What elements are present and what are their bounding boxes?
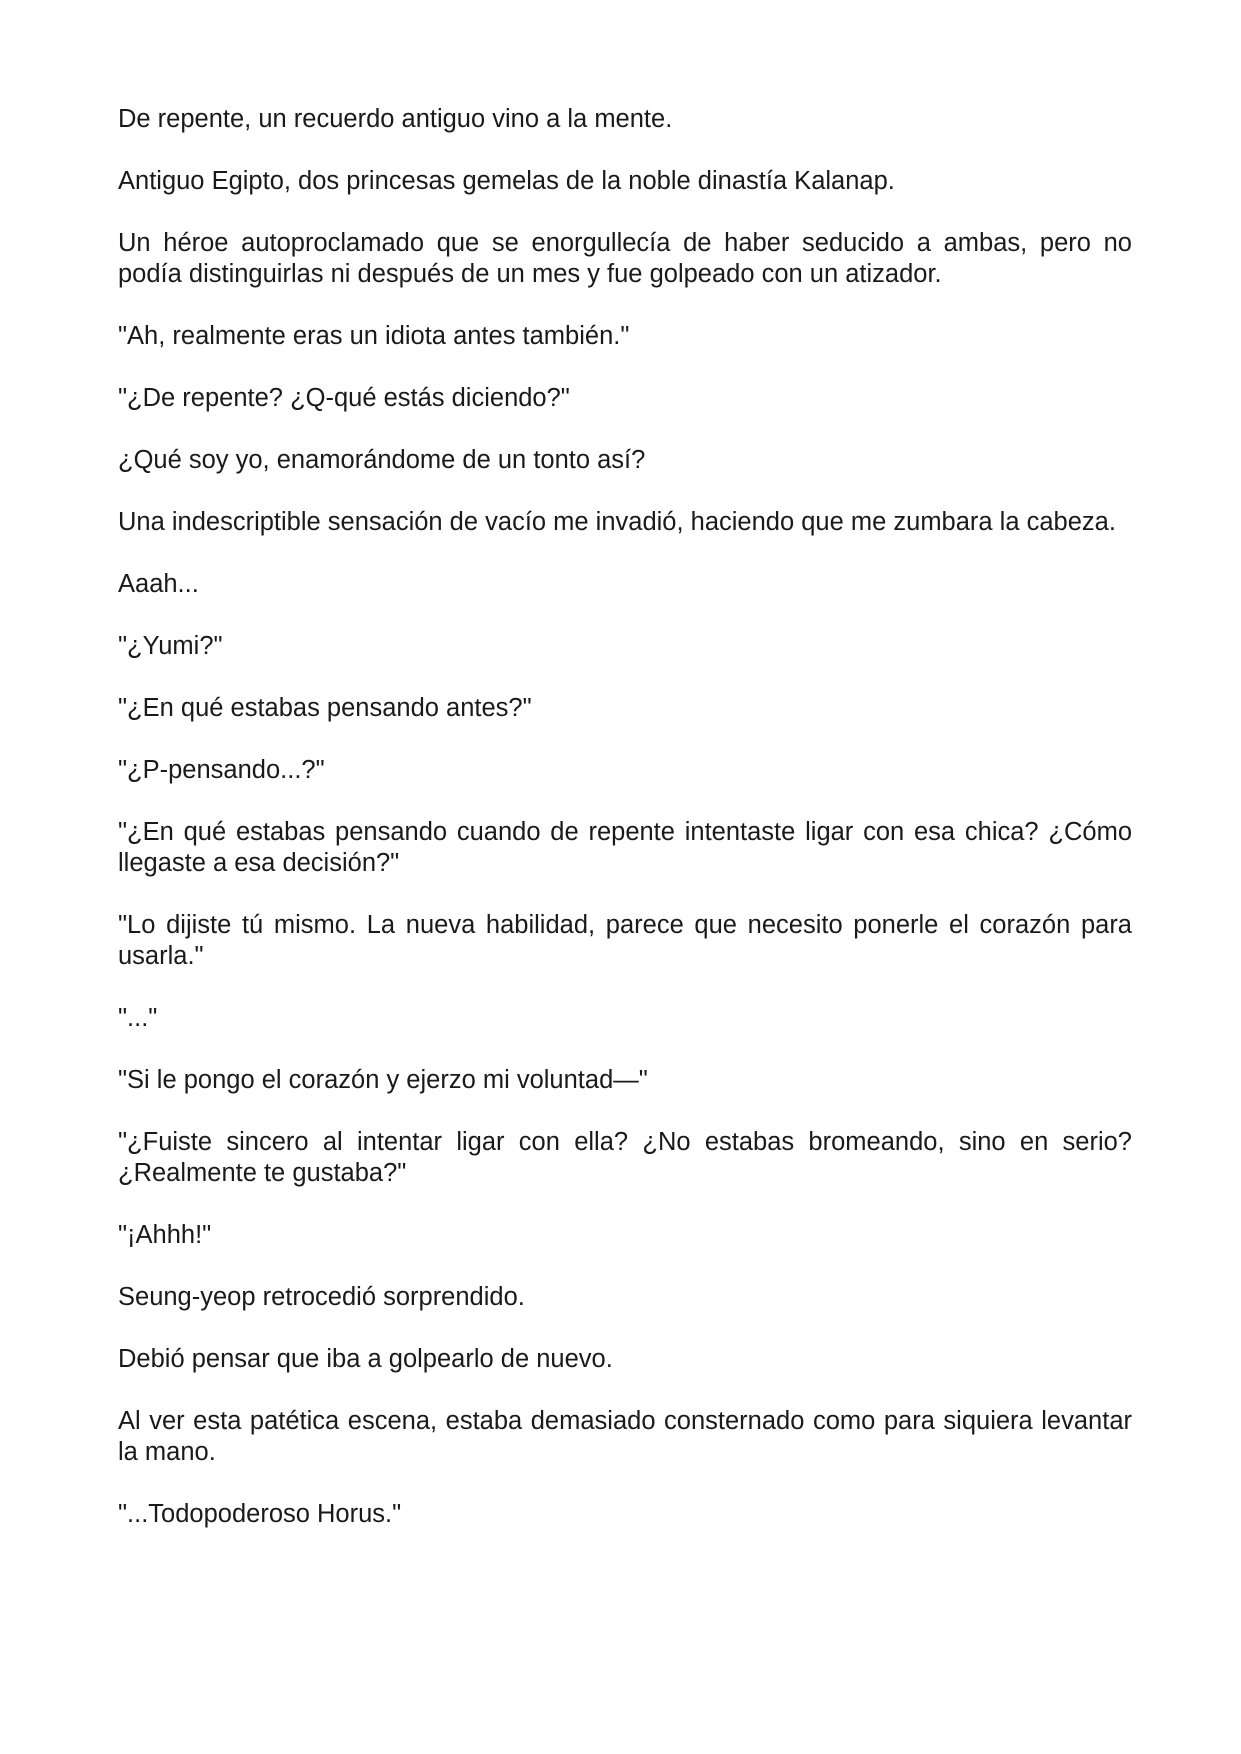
paragraph: ¿Qué soy yo, enamorándome de un tonto así?: [118, 446, 646, 474]
paragraph: De repente, un recuerdo antiguo vino a la mente.: [118, 105, 673, 133]
paragraph: Al ver esta patética escena, estaba demasiado consternado como para siquiera levantar la mano.: [118, 1407, 1132, 1466]
paragraph: "¡Ahhh!": [118, 1221, 212, 1249]
paragraph: "¿De repente? ¿Q-qué estás diciendo?": [118, 384, 570, 412]
paragraph: Una indescriptible sensación de vacío me invadió, haciendo que me zumbara la cabeza.: [118, 508, 1116, 536]
document-page: [118, 104, 1132, 1561]
paragraph: Seung-yeop retrocedió sorprendido.: [118, 1283, 525, 1311]
paragraph: "Si le pongo el corazón y ejerzo mi voluntad—": [118, 1066, 648, 1094]
paragraph: "Ah, realmente eras un idiota antes también.": [118, 322, 630, 350]
paragraph: Debió pensar que iba a golpearlo de nuevo.: [118, 1345, 613, 1373]
paragraph: "...Todopoderoso Horus.": [118, 1500, 402, 1528]
paragraph: "...": [118, 1004, 158, 1032]
paragraph: "¿Fuiste sincero al intentar ligar con ella? ¿No estabas bromeando, sino en serio? ¿Realmente te gustaba?": [118, 1128, 1132, 1187]
paragraph: "¿P-pensando...?": [118, 756, 325, 784]
paragraph: Aaah...: [118, 570, 199, 598]
paragraph: "¿En qué estabas pensando cuando de repente intentaste ligar con esa chica? ¿Cómo llegaste a esa decisión?": [118, 818, 1132, 877]
paragraph: Un héroe autoproclamado que se enorgullecía de haber seducido a ambas, pero no podía distinguirlas ni después de un mes y fue golpeado con un atizador.: [118, 229, 1132, 288]
paragraph: "¿En qué estabas pensando antes?": [118, 694, 532, 722]
paragraph: "¿Yumi?": [118, 632, 223, 660]
paragraph: Antiguo Egipto, dos princesas gemelas de la noble dinastía Kalanap.: [118, 167, 895, 195]
paragraph: "Lo dijiste tú mismo. La nueva habilidad, parece que necesito ponerle el corazón para usarla.": [118, 911, 1132, 970]
